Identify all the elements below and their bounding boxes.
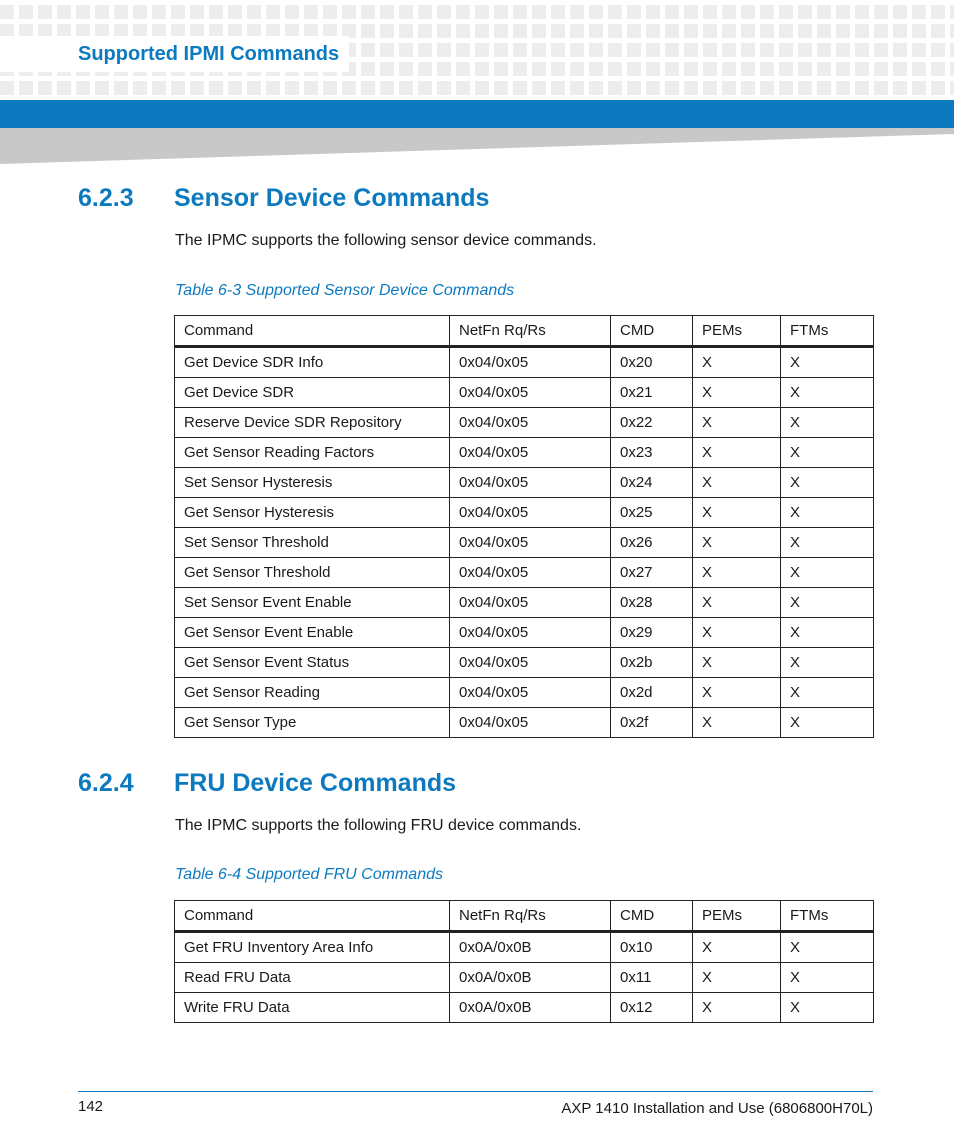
- section-title: FRU Device Commands: [174, 769, 457, 797]
- table-cell: 0x04/0x05: [450, 708, 611, 738]
- header-blue-band: [0, 100, 954, 128]
- table-cell: X: [693, 993, 781, 1023]
- sensor-commands-table: [174, 315, 874, 738]
- table-cell: 0x12: [611, 993, 693, 1023]
- table-cell: Set Sensor Hysteresis: [175, 468, 450, 498]
- table-cell: 0x0A/0x0B: [450, 993, 611, 1023]
- table-cell: 0x28: [611, 588, 693, 618]
- table-row: [175, 993, 874, 1023]
- table-cell: Get Sensor Reading: [175, 678, 450, 708]
- table-cell: Reserve Device SDR Repository: [175, 408, 450, 438]
- table-cell: 0x26: [611, 528, 693, 558]
- table-cell: X: [781, 408, 874, 438]
- section-heading-6-2-4: [78, 768, 456, 798]
- table-row: [175, 378, 874, 408]
- table-cell: Get Sensor Type: [175, 708, 450, 738]
- table-cell: 0x04/0x05: [450, 378, 611, 408]
- table-cell: 0x27: [611, 558, 693, 588]
- footer-document-title: AXP 1410 Installation and Use (6806800H70L): [561, 1100, 873, 1117]
- table-cell: 0x29: [611, 618, 693, 648]
- table-row: [175, 648, 874, 678]
- table-header-row: [175, 316, 874, 347]
- table-cell: 0x04/0x05: [450, 498, 611, 528]
- running-header-title: Supported IPMI Commands: [0, 36, 349, 72]
- table-cell: X: [693, 678, 781, 708]
- section-number: 6.2.4: [78, 769, 134, 797]
- column-header: PEMs: [693, 901, 781, 932]
- section-number: 6.2.3: [78, 184, 134, 212]
- table-cell: Get Sensor Threshold: [175, 558, 450, 588]
- table-header-row: [175, 901, 874, 932]
- table-cell: 0x0A/0x0B: [450, 963, 611, 993]
- section-intro: The IPMC supports the following sensor device commands.: [175, 232, 597, 249]
- table-cell: Set Sensor Threshold: [175, 528, 450, 558]
- column-header: NetFn Rq/Rs: [450, 316, 611, 347]
- table-cell: 0x04/0x05: [450, 438, 611, 468]
- table-row: [175, 438, 874, 468]
- table-cell: 0x22: [611, 408, 693, 438]
- table-cell: 0x0A/0x0B: [450, 932, 611, 963]
- table-cell: 0x2f: [611, 708, 693, 738]
- table-cell: 0x04/0x05: [450, 618, 611, 648]
- table-cell: X: [693, 438, 781, 468]
- table-cell: X: [781, 498, 874, 528]
- table-cell: 0x04/0x05: [450, 528, 611, 558]
- fru-commands-table: [174, 900, 874, 1023]
- fru-table-body: [175, 932, 874, 1023]
- table-cell: 0x25: [611, 498, 693, 528]
- table-row: [175, 408, 874, 438]
- table-cell: Get Sensor Hysteresis: [175, 498, 450, 528]
- table-cell: X: [693, 347, 781, 378]
- table-cell: X: [693, 408, 781, 438]
- section-intro: The IPMC supports the following FRU device commands.: [175, 817, 582, 834]
- table-cell: X: [693, 528, 781, 558]
- column-header: FTMs: [781, 901, 874, 932]
- table-cell: X: [781, 678, 874, 708]
- table-cell: X: [781, 468, 874, 498]
- sensor-table-body: [175, 347, 874, 738]
- column-header: NetFn Rq/Rs: [450, 901, 611, 932]
- table-caption: Table 6-3 Supported Sensor Device Commands: [175, 282, 515, 299]
- table-cell: Get Sensor Reading Factors: [175, 438, 450, 468]
- table-row: [175, 558, 874, 588]
- table-cell: 0x04/0x05: [450, 558, 611, 588]
- table-cell: X: [781, 378, 874, 408]
- page-number: 142: [78, 1098, 104, 1115]
- table-cell: X: [781, 588, 874, 618]
- table-cell: 0x20: [611, 347, 693, 378]
- table-cell: X: [693, 558, 781, 588]
- table-cell: X: [693, 963, 781, 993]
- section-heading-6-2-3: [78, 183, 489, 213]
- table-row: [175, 618, 874, 648]
- table-cell: X: [693, 588, 781, 618]
- table-cell: Get Device SDR Info: [175, 347, 450, 378]
- table-cell: Write FRU Data: [175, 993, 450, 1023]
- table-row: [175, 468, 874, 498]
- table-cell: X: [693, 378, 781, 408]
- table-cell: X: [781, 438, 874, 468]
- column-header: PEMs: [693, 316, 781, 347]
- section-title: Sensor Device Commands: [174, 184, 490, 212]
- column-header: Command: [175, 901, 450, 932]
- table-cell: X: [693, 708, 781, 738]
- table-cell: 0x04/0x05: [450, 588, 611, 618]
- table-row: [175, 528, 874, 558]
- table-caption: Table 6-4 Supported FRU Commands: [175, 866, 443, 883]
- table-cell: 0x21: [611, 378, 693, 408]
- table-cell: 0x04/0x05: [450, 347, 611, 378]
- table-cell: X: [781, 932, 874, 963]
- table-row: [175, 588, 874, 618]
- table-cell: X: [781, 528, 874, 558]
- table-cell: 0x10: [611, 932, 693, 963]
- table-cell: X: [693, 618, 781, 648]
- table-cell: X: [781, 558, 874, 588]
- table-cell: Set Sensor Event Enable: [175, 588, 450, 618]
- table-cell: Get Device SDR: [175, 378, 450, 408]
- table-cell: Read FRU Data: [175, 963, 450, 993]
- table-cell: Get FRU Inventory Area Info: [175, 932, 450, 963]
- table-cell: 0x04/0x05: [450, 468, 611, 498]
- header-gray-wedge: [0, 128, 954, 164]
- column-header: Command: [175, 316, 450, 347]
- table-cell: 0x04/0x05: [450, 678, 611, 708]
- table-cell: 0x2b: [611, 648, 693, 678]
- column-header: CMD: [611, 901, 693, 932]
- table-cell: X: [781, 347, 874, 378]
- table-cell: Get Sensor Event Status: [175, 648, 450, 678]
- table-cell: Get Sensor Event Enable: [175, 618, 450, 648]
- table-cell: 0x11: [611, 963, 693, 993]
- table-cell: X: [693, 468, 781, 498]
- column-header: CMD: [611, 316, 693, 347]
- table-cell: 0x23: [611, 438, 693, 468]
- table-row: [175, 498, 874, 528]
- table-cell: 0x2d: [611, 678, 693, 708]
- table-row: [175, 932, 874, 963]
- table-row: [175, 347, 874, 378]
- table-cell: X: [781, 963, 874, 993]
- table-row: [175, 963, 874, 993]
- footer-divider: [78, 1091, 873, 1092]
- table-row: [175, 708, 874, 738]
- table-cell: 0x04/0x05: [450, 408, 611, 438]
- table-cell: X: [781, 708, 874, 738]
- table-cell: X: [781, 993, 874, 1023]
- column-header: FTMs: [781, 316, 874, 347]
- table-cell: X: [693, 932, 781, 963]
- table-cell: 0x04/0x05: [450, 648, 611, 678]
- table-cell: 0x24: [611, 468, 693, 498]
- table-cell: X: [781, 618, 874, 648]
- table-cell: X: [693, 498, 781, 528]
- table-cell: X: [781, 648, 874, 678]
- table-row: [175, 678, 874, 708]
- table-cell: X: [693, 648, 781, 678]
